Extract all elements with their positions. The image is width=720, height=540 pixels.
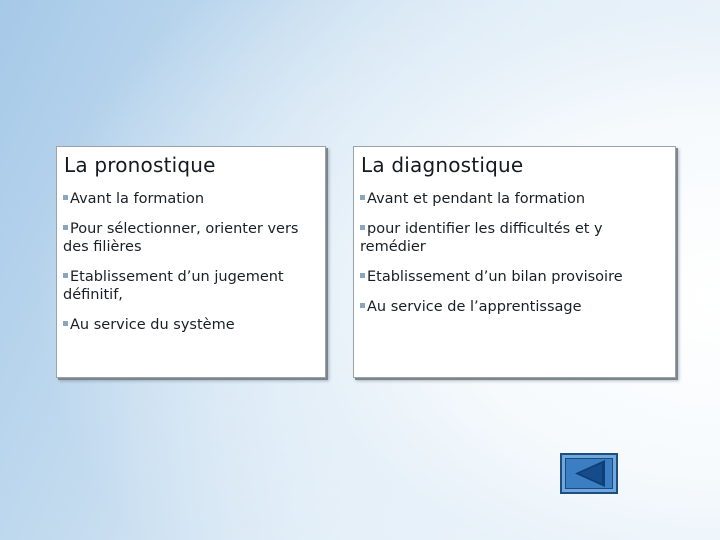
list-item: [63, 220, 325, 256]
list-item: [63, 190, 325, 208]
pronostique-bullet-list: [57, 190, 325, 334]
list-item: [63, 268, 325, 304]
diagnostique-bullet-list: [354, 190, 675, 316]
pronostique-panel: [56, 146, 326, 378]
bullet-text: Etablissement d’un bilan provisoire: [367, 269, 623, 285]
bullet-text: Etablissement d’un jugement définitif,: [63, 269, 284, 303]
bullet-icon: [360, 225, 365, 230]
diagnostique-panel: [353, 146, 676, 378]
list-item: [63, 316, 325, 334]
bullet-text: Pour sélectionner, orienter vers des filières: [63, 221, 299, 255]
bullet-icon: [63, 321, 68, 326]
list-item: [360, 220, 675, 256]
bullet-icon: [360, 273, 365, 278]
panel-title-pronostique: La pronostique: [64, 153, 216, 177]
previous-slide-button[interactable]: [560, 453, 618, 494]
bullet-icon: [63, 273, 68, 278]
bullet-icon: [63, 225, 68, 230]
panel-title-diagnostique: La diagnostique: [361, 153, 524, 177]
list-item: [360, 190, 675, 208]
bullet-text: pour identifier les difficultés et y remédier: [360, 221, 603, 255]
list-item: [360, 268, 675, 286]
bullet-icon: [360, 303, 365, 308]
bullet-icon: [63, 195, 68, 200]
bullet-text: Au service du système: [70, 317, 235, 333]
bullet-text: Avant la formation: [70, 191, 205, 207]
triangle-left-icon: [562, 455, 616, 492]
bullet-text: Au service de l’apprentissage: [367, 299, 582, 315]
bullet-icon: [360, 195, 365, 200]
bullet-text: Avant et pendant la formation: [367, 191, 586, 207]
list-item: [360, 298, 675, 316]
